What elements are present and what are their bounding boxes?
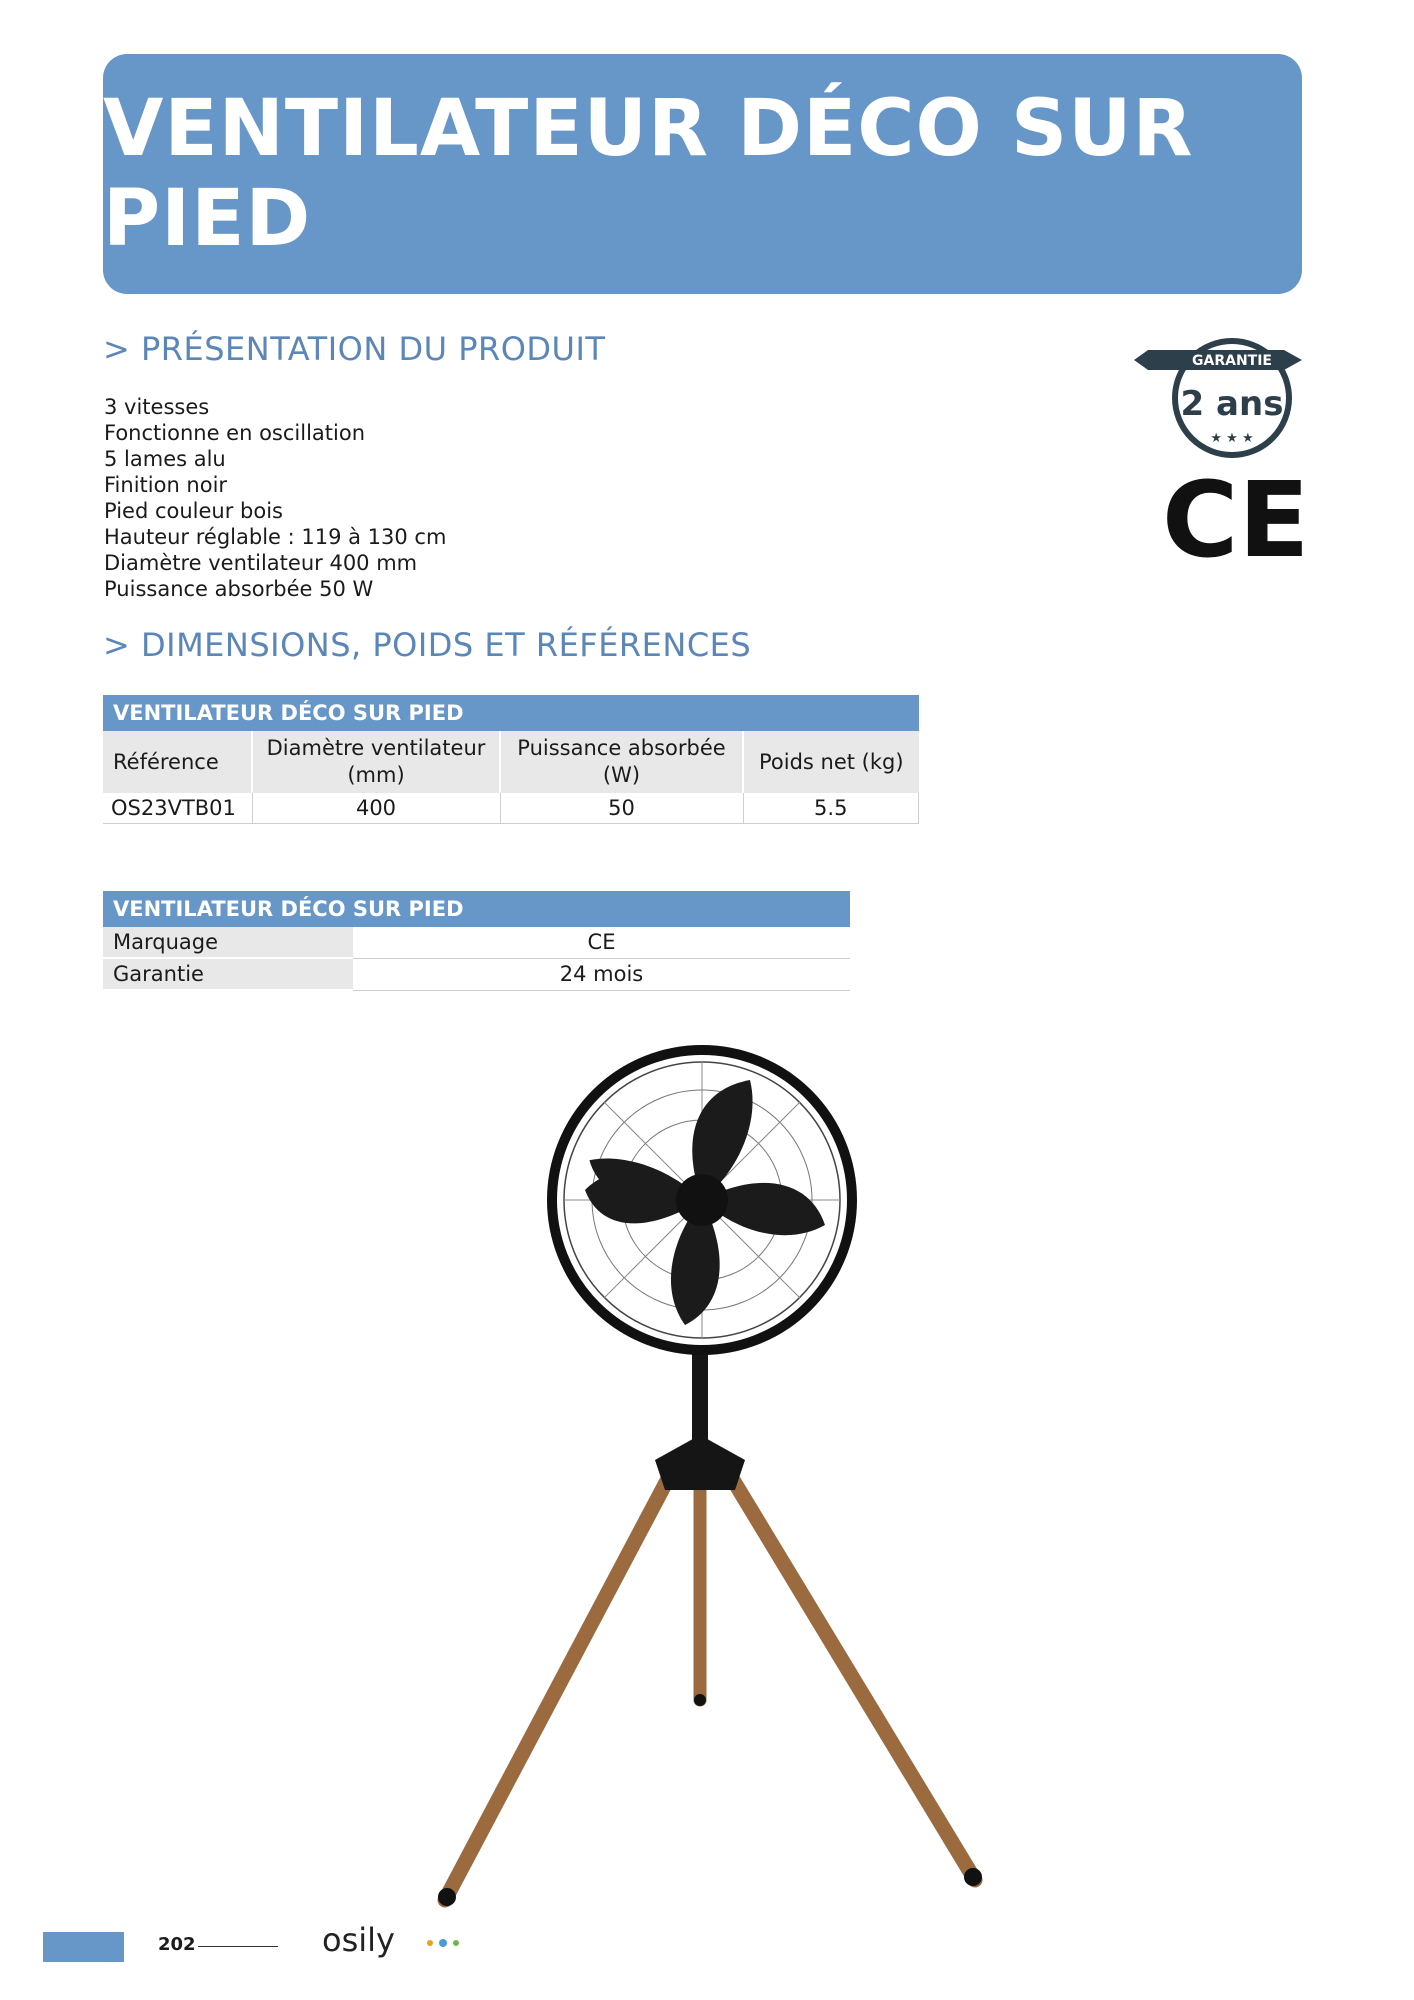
table-row — [103, 958, 850, 990]
table-cell: OS23VTB01 — [103, 793, 252, 824]
feature-item: Finition noir — [104, 473, 228, 497]
column-header: Diamètre ventilateur (mm) — [252, 731, 500, 793]
feature-item: Diamètre ventilateur 400 mm — [104, 551, 418, 575]
title-banner — [103, 54, 1302, 294]
dimensions-table — [103, 695, 919, 824]
table-cell: 5.5 — [743, 793, 919, 824]
page-title: VENTILATEUR DÉCO SUR PIED — [103, 84, 1194, 264]
feature-item: Hauteur réglable : 119 à 130 cm — [104, 525, 447, 549]
row-label: Marquage — [103, 927, 353, 958]
footer-accent-bar — [43, 1932, 124, 1962]
table-title: VENTILATEUR DÉCO SUR PIED — [103, 891, 850, 927]
svg-text:CE: CE — [1162, 459, 1310, 581]
feature-item: Puissance absorbée 50 W — [104, 577, 374, 601]
table-title: VENTILATEUR DÉCO SUR PIED — [103, 695, 919, 731]
ce-mark-icon — [1162, 459, 1310, 581]
table-cell: 400 — [252, 793, 500, 824]
table-cell: 50 — [500, 793, 743, 824]
feature-list — [104, 394, 446, 602]
fan-image — [430, 1040, 1010, 1920]
dimensions-heading: > DIMENSIONS, POIDS ET RÉFÉRENCES — [103, 626, 752, 664]
warranty-badge-icon — [1140, 330, 1300, 470]
table-row — [103, 793, 919, 824]
badge-top-text: GARANTIE — [1192, 353, 1272, 369]
feature-item: 5 lames alu — [104, 447, 226, 471]
table-row — [103, 927, 850, 958]
row-value: 24 mois — [353, 958, 850, 990]
presentation-heading: > PRÉSENTATION DU PRODUIT — [103, 330, 606, 368]
svg-text:osily: osily — [322, 1921, 395, 1959]
badge-stars-icon: ★ ★ ★ — [1210, 431, 1254, 446]
page-number: 202 — [158, 1934, 196, 1955]
feature-item: 3 vitesses — [104, 395, 210, 419]
brand-logo-icon — [322, 1915, 472, 1965]
badge-main-text: 2 ans — [1180, 384, 1284, 424]
row-label: Garantie — [103, 958, 353, 990]
feature-item: Fonctionne en oscillation — [104, 421, 366, 445]
feature-item: Pied couleur bois — [104, 499, 283, 523]
footer-divider — [198, 1946, 278, 1947]
column-header: Puissance absorbée (W) — [500, 731, 743, 793]
row-value: CE — [353, 927, 850, 958]
column-header: Poids net (kg) — [743, 731, 919, 793]
column-header: Référence — [103, 731, 252, 793]
marking-table — [103, 891, 850, 991]
